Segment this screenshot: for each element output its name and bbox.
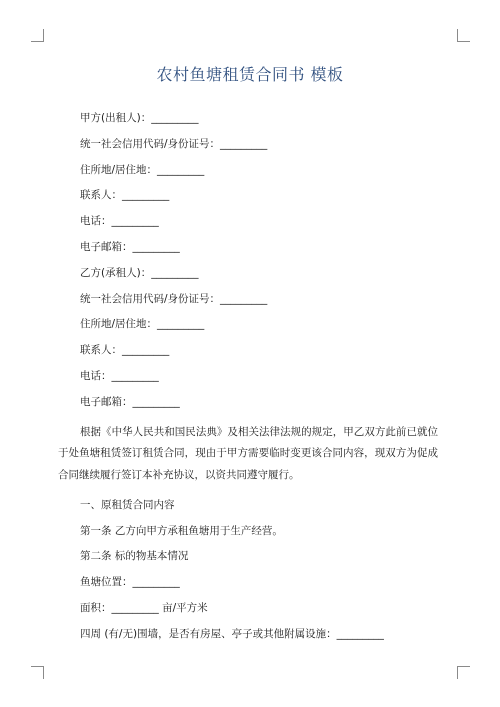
article-one-line: 第一条 乙方向甲方承租鱼塘用于生产经营。	[80, 524, 283, 537]
document-body	[58, 112, 438, 654]
party-a-address-line: 住所地/居住地：_________	[80, 163, 205, 176]
party-b-address-line: 住所地/居住地：_________	[80, 318, 205, 331]
document-title: 农村鱼塘租赁合同书 模板	[156, 65, 344, 84]
party-a-id-line: 统一社会信用代码/身份证号：_________	[80, 137, 268, 150]
party-a-email-line: 电子邮箱：_________	[80, 240, 180, 253]
pond-location-line: 鱼塘位置：_________	[80, 576, 180, 589]
pond-area-line: 面积：_________ 亩/平方米	[80, 602, 208, 615]
party-b-contact-line: 联系人：_________	[80, 344, 170, 357]
party-b-name-line: 乙方(承租人)：_________	[80, 266, 199, 279]
party-b-email-line: 电子邮箱：_________	[80, 395, 180, 408]
crop-mark-top-left	[31, 29, 44, 42]
crop-mark-bottom-left	[31, 666, 44, 679]
party-a-name-line: 甲方(出租人)：_________	[80, 112, 199, 124]
crop-mark-bottom-right	[457, 666, 470, 679]
pond-surroundings-line: 四周 (有/无)围墙，是否有房屋、亭子或其他附属设施：_________	[80, 627, 384, 640]
party-b-id-line: 统一社会信用代码/身份证号：_________	[80, 292, 268, 305]
party-b-phone-line: 电话：_________	[80, 369, 159, 382]
party-a-phone-line: 电话：_________	[80, 215, 159, 228]
crop-mark-top-right	[457, 29, 470, 42]
preamble-paragraph: 根据《中华人民共和国民法典》及相关法律法规的规定，甲乙双方此前已就位于处鱼塘租赁签订租赁合同，现由于甲方需要临时变更该合同内容，现双方为促成合同继续履行签订本补充协议，以资共同遵守履行。	[58, 425, 438, 481]
party-a-contact-line: 联系人：_________	[80, 189, 170, 202]
section-heading: 一、原租赁合同内容	[80, 498, 175, 511]
article-two-line: 第二条 标的物基本情况	[80, 550, 189, 563]
